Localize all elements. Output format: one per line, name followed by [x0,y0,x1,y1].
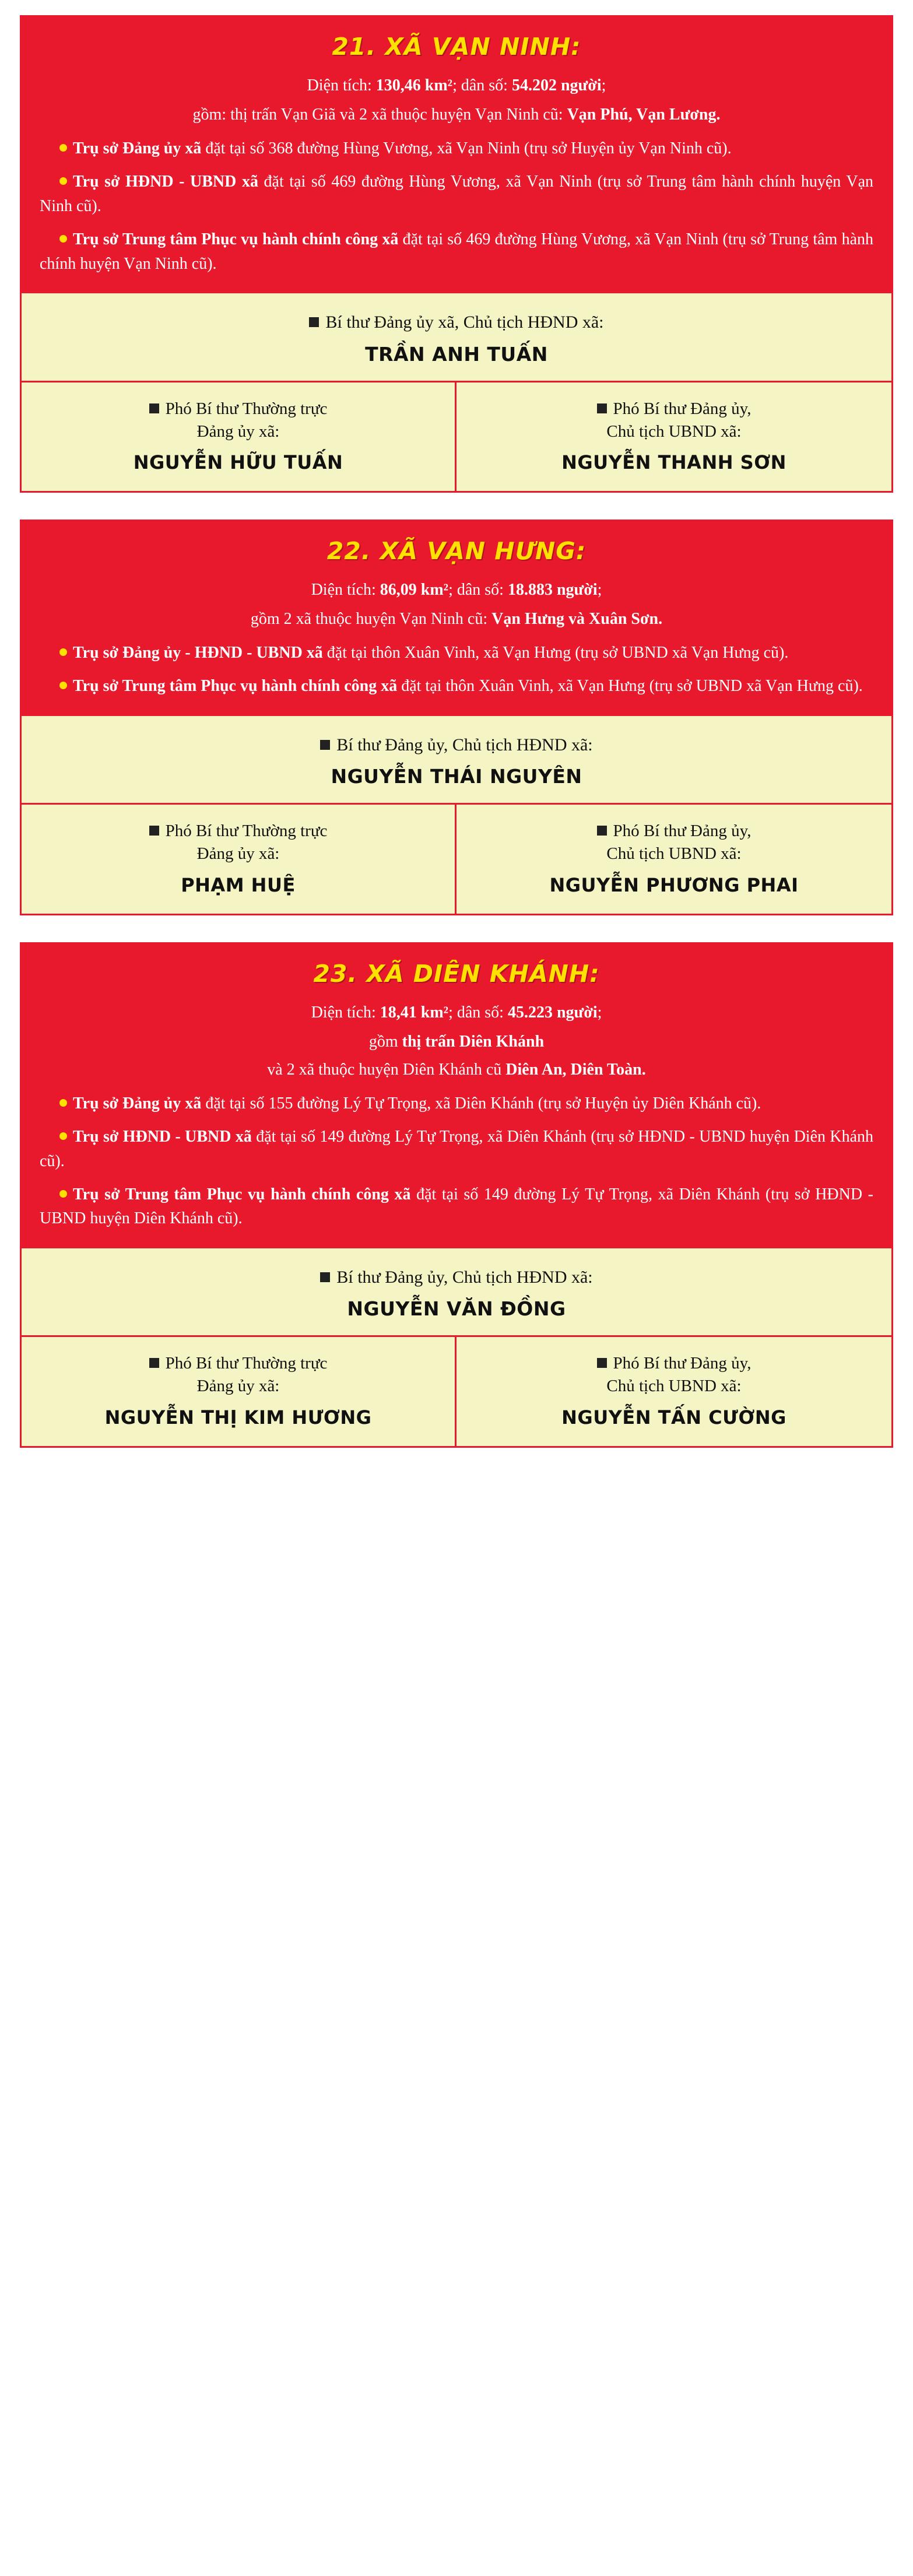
office-text: đặt tại thôn Xuân Vinh, xã Vạn Hưng (trụ sở UBND xã Vạn Hưng cũ). [322,643,789,662]
population-value: 45.223 người [507,1003,598,1022]
leader-role-text: Bí thư Đảng ủy, Chủ tịch HĐND xã: [336,735,593,754]
population-label: ; dân số: [452,76,508,94]
square-bullet-icon [320,1272,330,1282]
bullet-dot-icon [59,1099,67,1107]
deputy-right-role [467,820,881,843]
commune-header [20,15,893,293]
office-text: đặt tại số 155 đường Lý Tự Trọng, xã Diên Khánh (trụ sở Huyện ủy Diên Khánh cũ). [201,1094,761,1112]
commune-header [20,942,893,1248]
deputy-left-role-line1: Phó Bí thư Thường trực [165,1354,328,1373]
leader-role [33,734,880,757]
deputy-right [456,382,891,491]
deputy-left-role-line2: Đảng ủy xã: [196,1377,280,1396]
deputy-right [456,1337,891,1445]
bullet-dot-icon [59,1132,67,1140]
deputy-right-role-line1: Phó Bí thư Đảng ủy, [613,822,752,841]
composition-value: thị trấn Diên Khánh [402,1032,545,1051]
office-entry [40,1182,873,1231]
deputy-row [22,382,891,491]
deputy-left-role [32,820,444,843]
square-bullet-icon [320,740,330,750]
leader-name: NGUYỄN VĂN ĐỒNG [347,1297,566,1321]
commune-title: 22. XÃ VẠN HƯNG: [326,536,587,565]
commune-leaders [20,293,893,493]
commune-stats [40,578,873,602]
square-bullet-icon [149,826,159,836]
office-text: đặt tại số 368 đường Hùng Vương, xã Vạn Ninh (trụ sở Huyện ủy Vạn Ninh cũ). [201,139,732,157]
leader-role-text: Bí thư Đảng ủy, Chủ tịch HĐND xã: [336,1267,593,1287]
population-suffix: ; [601,76,606,94]
office-label: Trụ sở Đảng ủy - HĐND - UBND xã [73,643,323,662]
area-value: 130,46 km² [375,76,453,94]
deputy-right [456,805,891,913]
deputy-right-name: NGUYỄN THANH SƠN [561,451,786,473]
deputy-left-role-line1: Phó Bí thư Thường trực [165,399,328,418]
area-label: Diện tích: [307,76,372,94]
area-label: Diện tích: [311,1003,376,1022]
deputy-left-role-line2: Đảng ủy xã: [196,422,280,441]
deputy-left-name: NGUYỄN HỮU TUẤN [133,451,343,473]
deputy-left-role-line2: Đảng ủy xã: [196,844,280,864]
office-label: Trụ sở Đảng ủy xã [73,1094,202,1112]
office-label: Trụ sở Trung tâm Phục vụ hành chính công xã [73,677,398,696]
population-label: ; dân số: [448,580,504,599]
square-bullet-icon [149,403,159,413]
population-suffix: ; [597,1003,602,1022]
square-bullet-icon [309,317,319,327]
office-label: Trụ sở HĐND - UBND xã [73,173,258,191]
deputy-left-role-line1: Phó Bí thư Thường trực [165,822,328,841]
deputy-left [22,1337,456,1445]
deputy-right-role-line2: Chủ tịch UBND xã: [606,844,742,864]
deputy-left-name: PHẠM HUỆ [181,873,296,896]
composition-line2-value: Diên An, Diên Toàn. [505,1060,646,1079]
leader-name: NGUYỄN THÁI NGUYÊN [331,765,582,788]
composition-value: Vạn Phú, Vạn Lương. [567,106,721,124]
commune-stats [40,1001,873,1025]
leader-block [22,293,891,382]
leader-role [33,1266,880,1290]
office-text: đặt tại số 149 đường Lý Tự Trọng, xã Diên Khánh (trụ sở HĐND - UBND huyện Diên Khánh cũ). [40,1128,873,1170]
commune-card [20,15,893,493]
commune-composition-line2 [40,1058,873,1082]
square-bullet-icon [597,1358,607,1368]
office-text: đặt tại số 469 đường Hùng Vương, xã Vạn Ninh (trụ sở Trung tâm hành chính huyện Vạn Ninh cũ). [40,173,873,215]
composition-line2-prefix: và 2 xã thuộc huyện Diên Khánh cũ [267,1060,502,1079]
deputy-right-role-line1: Phó Bí thư Đảng ủy, [613,1354,752,1373]
area-value: 86,09 km² [380,580,449,599]
office-entry [40,1125,873,1173]
deputy-left-role [32,1352,444,1375]
commune-title: 21. XÃ VẠN NINH: [332,33,581,61]
commune-composition [40,607,873,631]
deputy-left-role [32,398,444,420]
office-text: đặt tại số 149 đường Lý Tự Trọng, xã Diên Khánh (trụ sở HĐND - UBND huyện Diên Khánh cũ). [40,1185,874,1228]
bullet-dot-icon [59,235,67,243]
leader-role-text: Bí thư Đảng ủy xã, Chủ tịch HĐND xã: [325,313,604,332]
deputy-left-name: NGUYỄN THỊ KIM HƯƠNG [104,1406,372,1429]
office-entry [40,227,873,276]
area-label: Diện tích: [311,580,376,599]
leader-name: TRẦN ANH TUẤN [365,342,548,366]
deputy-left [22,805,456,913]
deputy-right-role-line1: Phó Bí thư Đảng ủy, [613,399,752,418]
commune-card [20,520,893,915]
square-bullet-icon [597,826,607,836]
office-text: đặt tại thôn Xuân Vinh, xã Vạn Hưng (trụ sở UBND xã Vạn Hưng cũ). [397,677,863,696]
population-value: 54.202 người [511,76,602,94]
office-entry [40,641,873,665]
composition-value: Vạn Hưng và Xuân Sơn. [491,609,663,628]
office-entry [40,170,873,218]
bullet-dot-icon [59,682,67,689]
deputy-right-name: NGUYỄN TẤN CƯỜNG [561,1406,786,1429]
deputy-right-role [467,398,881,420]
population-label: ; dân số: [448,1003,504,1022]
deputy-right-role [467,1352,881,1375]
commune-header [20,520,893,716]
commune-title: 23. XÃ DIÊN KHÁNH: [313,959,600,988]
leader-block [22,716,891,805]
deputy-right-name: NGUYỄN PHƯƠNG PHAI [549,873,799,896]
composition-prefix: gồm: thị trấn Vạn Giã và 2 xã thuộc huyện Vạn Ninh cũ: [192,106,563,124]
composition-prefix: gồm [368,1032,398,1051]
office-entry [40,1092,873,1115]
population-suffix: ; [597,580,602,599]
composition-prefix: gồm 2 xã thuộc huyện Vạn Ninh cũ: [250,609,488,628]
bullet-dot-icon [59,177,67,185]
office-label: Trụ sở Đảng ủy xã [73,139,202,157]
office-label: Trụ sở Trung tâm Phục vụ hành chính công xã [73,1185,411,1203]
office-label: Trụ sở Trung tâm Phục vụ hành chính công xã [73,230,399,249]
office-entry [40,674,873,698]
commune-leaders [20,1248,893,1448]
commune-stats [40,73,873,98]
commune-composition [40,103,873,127]
commune-card [20,942,893,1448]
bullet-dot-icon [59,648,67,656]
leader-block [22,1248,891,1338]
leader-role [33,311,880,335]
deputy-right-role-line2: Chủ tịch UBND xã: [606,1377,742,1396]
bullet-dot-icon [59,144,67,152]
office-text: đặt tại số 469 đường Hùng Vương, xã Vạn Ninh (trụ sở Trung tâm hành chính huyện Vạn Ninh cũ). [40,230,873,273]
commune-leaders [20,716,893,915]
deputy-left [22,382,456,491]
deputy-row [22,805,891,913]
office-entry [40,136,873,160]
area-value: 18,41 km² [380,1003,449,1022]
bullet-dot-icon [59,1190,67,1198]
office-label: Trụ sở HĐND - UBND xã [73,1128,252,1146]
population-value: 18.883 người [507,580,598,599]
commune-composition [40,1030,873,1054]
square-bullet-icon [597,403,607,413]
square-bullet-icon [149,1358,159,1368]
deputy-row [22,1337,891,1445]
deputy-right-role-line2: Chủ tịch UBND xã: [606,422,742,441]
